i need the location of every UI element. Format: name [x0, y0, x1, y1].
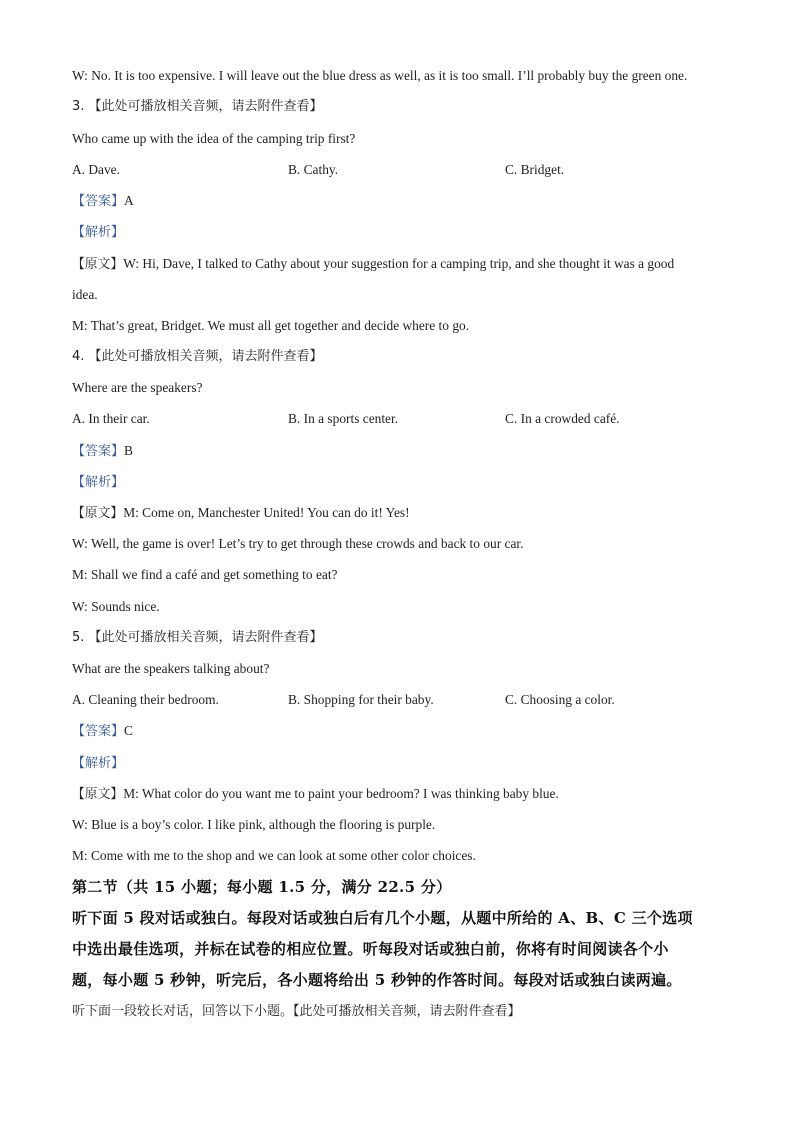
source-tag: 【原文】	[72, 257, 124, 272]
q4-transcript-line: W: Well, the game is over! Let’s try to get through these crowds and back to our car.	[72, 536, 524, 551]
q3-question: Who came up with the idea of the camping trip first?	[72, 131, 356, 146]
q2-transcript-tail: W: No. It is too expensive. I will leave out the blue dress as well, as it is too small. I’ll probably buy the green one.	[72, 68, 688, 83]
q3-transcript-line: M: That’s great, Bridget. We must all get together and decide where to go.	[72, 318, 470, 333]
q5-transcript-text: M: What color do you want me to paint your bedroom? I was thinking baby blue.	[123, 786, 559, 801]
q4-analysis	[72, 473, 124, 492]
q3-option-c: C. Bridget.	[505, 162, 565, 177]
section2-instruction: 中选出最佳选项，并标在试卷的相应位置。听每段对话或独白前，你将有时间阅读各个小	[72, 940, 669, 958]
analysis-tag: 【解析】	[72, 225, 125, 240]
q4-question: Where are the speakers?	[72, 380, 203, 395]
q5-transcript-line: M: Come with me to the shop and we can look at some other color choices.	[72, 848, 476, 863]
q4-option-a: A. In their car.	[72, 411, 150, 426]
q3-analysis	[72, 223, 124, 242]
answer-tag: 【答案】	[72, 194, 125, 209]
q4-transcript-text: M: Come on, Manchester United! You can do it! Yes!	[123, 505, 410, 520]
q5-header: 5. 【此处可播放相关音频，请去附件查看】	[72, 630, 323, 645]
q3-answer	[72, 192, 134, 211]
q3-option-b: B. Cathy.	[288, 162, 339, 177]
q4-header: 4. 【此处可播放相关音频，请去附件查看】	[72, 349, 323, 364]
q3-option-a: A. Dave.	[72, 162, 120, 177]
answer-tag: 【答案】	[72, 444, 125, 459]
q5-transcript-line: W: Blue is a boy’s color. I like pink, although the flooring is purple.	[72, 817, 436, 832]
q5-answer-value: C	[124, 723, 133, 738]
q3-transcript-line: idea.	[72, 287, 98, 302]
q5-question: What are the speakers talking about?	[72, 661, 270, 676]
q4-answer-value: B	[124, 443, 133, 458]
q3-transcript-text: W: Hi, Dave, I talked to Cathy about your suggestion for a camping trip, and she thought it was a good	[123, 256, 675, 271]
q4-answer	[72, 442, 133, 461]
q4-transcript-line: M: Shall we find a café and get something to eat?	[72, 567, 338, 582]
q5-option-c: C. Choosing a color.	[505, 692, 615, 707]
q5-option-a: A. Cleaning their bedroom.	[72, 692, 219, 707]
section2-instruction: 听下面 5 段对话或独白。每段对话或独白后有几个小题，从题中所给的 A、B、C 三个选项	[72, 909, 693, 927]
analysis-tag: 【解析】	[72, 475, 125, 490]
q4-transcript-line: W: Sounds nice.	[72, 599, 160, 614]
q5-answer	[72, 722, 133, 741]
q4-transcript-line	[72, 504, 410, 523]
source-tag: 【原文】	[72, 506, 124, 521]
source-tag: 【原文】	[72, 787, 124, 802]
q3-header: 3. 【此处可播放相关音频，请去附件查看】	[72, 99, 323, 114]
q4-option-b: B. In a sports center.	[288, 411, 399, 426]
q3-transcript-line	[72, 255, 674, 274]
analysis-tag: 【解析】	[72, 756, 125, 771]
q5-option-b: B. Shopping for their baby.	[288, 692, 434, 707]
q3-answer-value: A	[124, 193, 134, 208]
section2-instruction: 题，每小题 5 秒钟，听完后，各小题将给出 5 秒钟的作答时间。每段对话或独白读两遍。	[72, 971, 682, 989]
section2-lead: 听下面一段较长对话，回答以下小题。【此处可播放相关音频，请去附件查看】	[72, 1004, 521, 1019]
q5-analysis	[72, 754, 124, 773]
q4-option-c: C. In a crowded café.	[505, 411, 620, 426]
section2-title: 第二节（共 15 小题；每小题 1.5 分，满分 22.5 分）	[72, 878, 452, 896]
answer-tag: 【答案】	[72, 724, 125, 739]
q5-transcript-line	[72, 785, 559, 804]
